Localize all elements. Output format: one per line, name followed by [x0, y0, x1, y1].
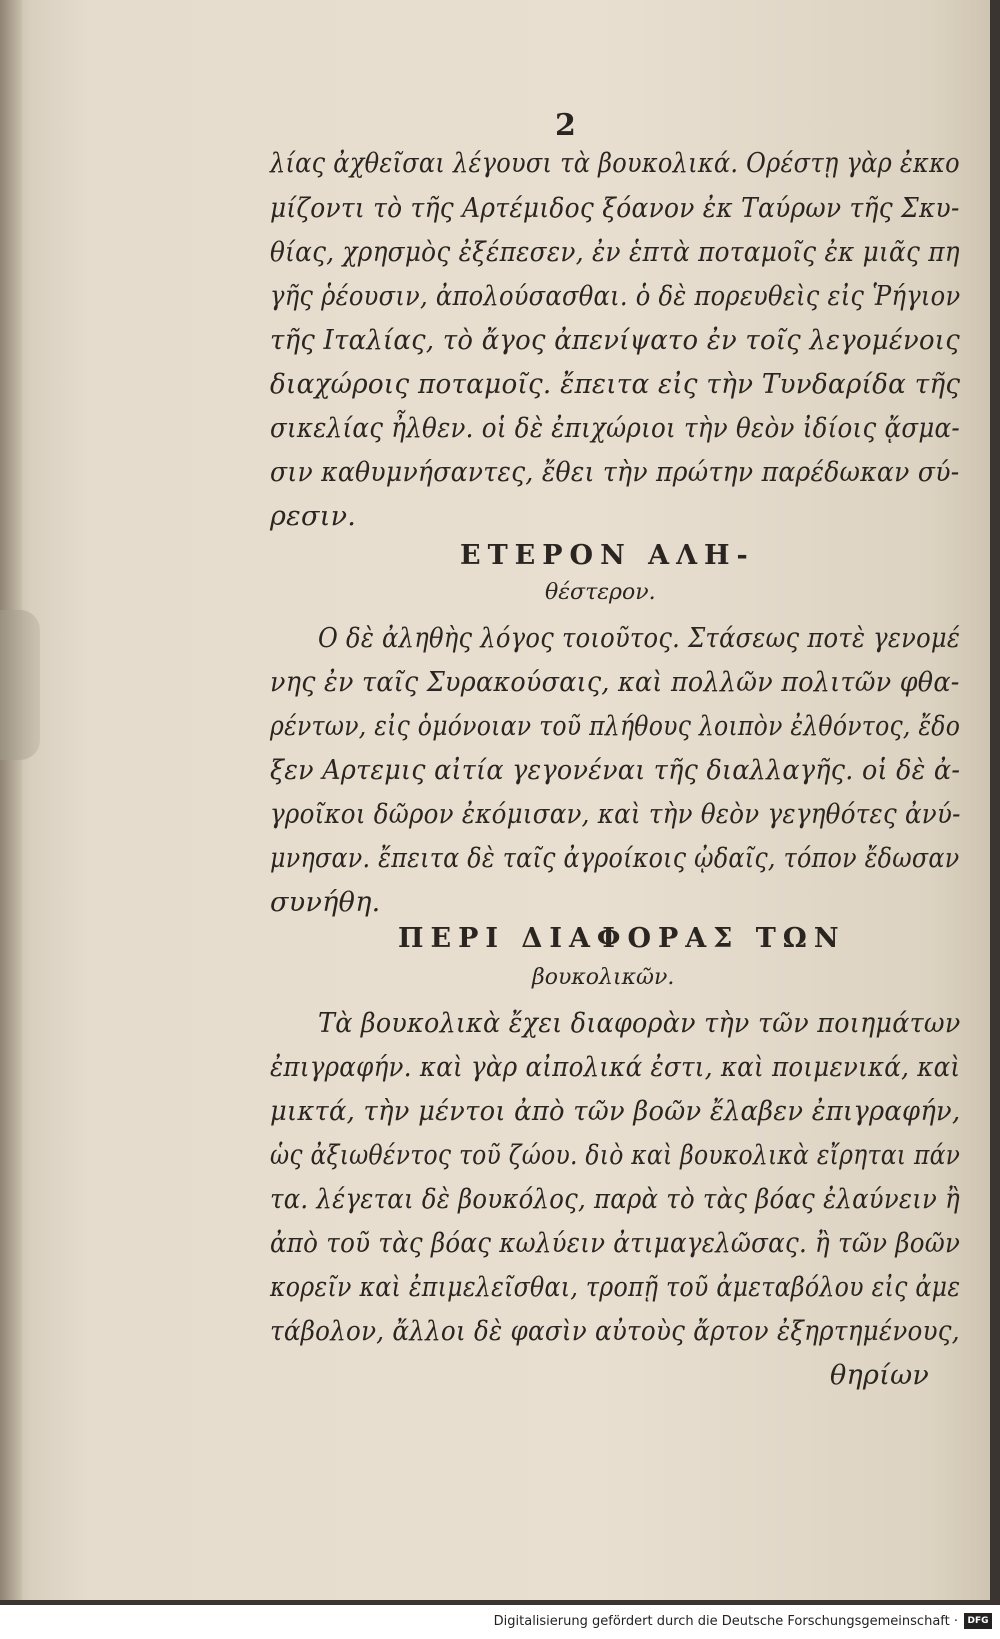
- text-line: τῆς Ιταλίας, τὸ ἄγος ἀπενίψατο ἐν τοῖς λεγομένοις: [270, 325, 960, 356]
- text-line: γροῖκοι δῶρον ἐκόμισαν, καὶ τὴν θεὸν γεγηθότες ἀνύ-: [270, 799, 961, 830]
- text-line: τάβολον, ἄλλοι δὲ φασὶν αὐτοὺς ἄρτον ἐξηρτημένους,: [270, 1316, 960, 1347]
- text-line: θίας, χρησμὸς ἐξέπεσεν, ἐν ἑπτὰ ποταμοῖς ἐκ μιᾶς πη: [270, 237, 960, 268]
- section-heading: ΕΤΕΡΟΝ ΑΛΗ-: [460, 540, 755, 571]
- text-line: μικτά, τὴν μέντοι ἀπὸ τῶν βοῶν ἔλαβεν ἐπιγραφήν,: [270, 1096, 961, 1127]
- text-line: ἐπιγραφήν. καὶ γὰρ αἰπολικά ἐστι, καὶ ποιμενικά, καὶ: [270, 1052, 961, 1083]
- dfg-logo-icon: DFG: [964, 1613, 992, 1629]
- page-gutter: [0, 0, 22, 1600]
- text-line: τα. λέγεται δὲ βουκόλος, παρὰ τὸ τὰς βόας ἐλαύνειν ἢ: [270, 1184, 960, 1215]
- text-line: συνήθη.: [270, 887, 381, 918]
- text-line: κορεῖν καὶ ἐπιμελεῖσθαι, τροπῇ τοῦ ἀμεταβόλου εἰς ἀμε: [270, 1272, 961, 1303]
- text-line: ξεν Αρτεμις αἰτία γεγονέναι τῆς διαλλαγῆς. οἱ δὲ ἀ-: [270, 755, 961, 786]
- text-line: ὡς ἀξιωθέντος τοῦ ζώου. διὸ καὶ βουκολικὰ εἴρηται πάν: [270, 1140, 961, 1171]
- section-heading: ΠΕΡΙ ΔΙΑΦΟΡΑΣ ΤΩΝ: [398, 923, 846, 954]
- text-line: μνησαν. ἔπειτα δὲ ταῖς ἀγροίκοις ᾠδαῖς, τόπον ἔδωσαν: [270, 843, 960, 874]
- section-subheading: θέστερον.: [545, 580, 656, 605]
- text-line: λίας ἀχθεῖσαι λέγουσι τὰ βουκολικά. Ορέστῃ γὰρ ἐκκο: [270, 148, 960, 179]
- text-line: μίζοντι τὸ τῆς Αρτέμιδος ξόανον ἐκ Ταύρων τῆς Σκυ-: [270, 193, 960, 224]
- text-line: γῆς ῥέουσιν, ἀπολούσασθαι. ὁ δὲ πορευθεὶς εἰς Ῥήγιον: [270, 281, 961, 312]
- text-line: Ο δὲ ἀληθὴς λόγος τοιοῦτος. Στάσεως ποτὲ γενομέ: [318, 623, 961, 654]
- catchword: θηρίων: [830, 1360, 930, 1391]
- page-number: 2: [555, 108, 576, 143]
- text-line: σικελίας ἦλθεν. οἱ δὲ ἐπιχώριοι τὴν θεὸν ἰδίοις ᾄσμα-: [270, 413, 960, 444]
- text-line: νης ἐν ταῖς Συρακούσαις, καὶ πολλῶν πολιτῶν φθα-: [270, 667, 960, 698]
- text-line: ἀπὸ τοῦ τὰς βόας κωλύειν ἀτιμαγελῶσας. ἢ τῶν βοῶν: [270, 1228, 961, 1259]
- footer-bar: [0, 1605, 1000, 1639]
- book-clasp: [0, 610, 40, 760]
- text-line: Τὰ βουκολικὰ ἔχει διαφορὰν τὴν τῶν ποιημάτων: [318, 1008, 961, 1039]
- text-line: σιν καθυμνήσαντες, ἔθει τὴν πρώτην παρέδωκαν σύ-: [270, 457, 960, 488]
- section-subheading: βουκολικῶν.: [532, 965, 675, 990]
- text-line: διαχώροις ποταμοῖς. ἔπειτα εἰς τὴν Τυνδαρίδα τῆς: [270, 369, 961, 400]
- text-line: ρεσιν.: [270, 501, 357, 532]
- text-line: ρέντων, εἰς ὁμόνοιαν τοῦ πλήθους λοιπὸν ἐλθόντος, ἔδο: [270, 711, 961, 742]
- footer-credit: Digitalisierung gefördert durch die Deutsche Forschungsgemeinschaft ·: [493, 1614, 958, 1629]
